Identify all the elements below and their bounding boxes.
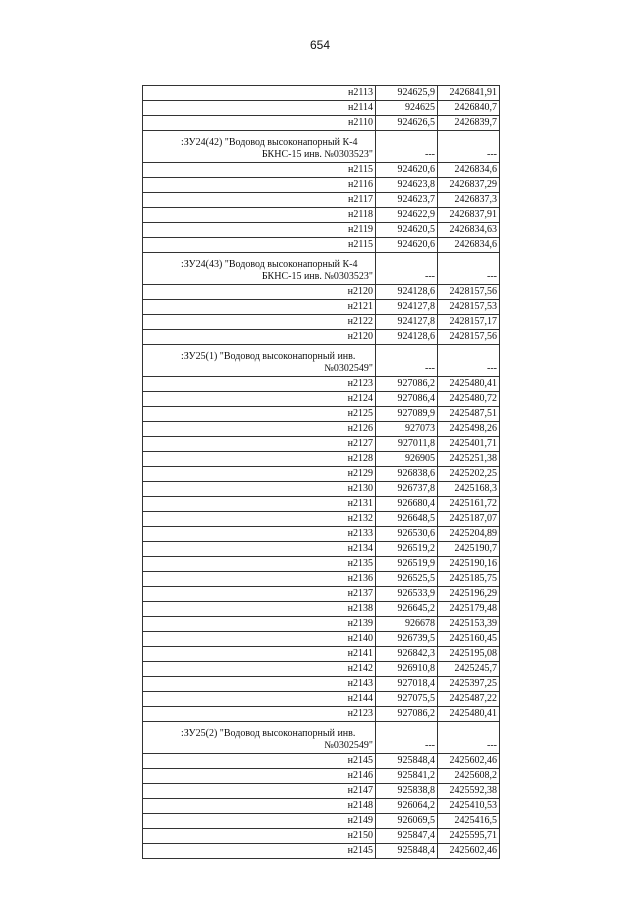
table-row (143, 163, 500, 178)
y-coordinate-cell: 2425480,41 (438, 377, 500, 392)
point-label-cell: н2129 (143, 467, 376, 482)
x-coordinate-cell: 926533,9 (376, 587, 438, 602)
y-coordinate-cell: 2425401,71 (438, 437, 500, 452)
point-label-cell: н2143 (143, 677, 376, 692)
x-coordinate-cell: 924626,5 (376, 116, 438, 131)
x-coordinate-cell: 927018,4 (376, 677, 438, 692)
table-row (143, 497, 500, 512)
y-coordinate-cell: --- (438, 131, 500, 163)
table-row (143, 193, 500, 208)
point-label-cell: н2123 (143, 707, 376, 722)
y-coordinate-cell: 2425168,3 (438, 482, 500, 497)
table-row (143, 692, 500, 707)
x-coordinate-cell: 925838,8 (376, 784, 438, 799)
x-coordinate-cell: 924620,5 (376, 223, 438, 238)
table-row (143, 315, 500, 330)
table-row (143, 467, 500, 482)
y-coordinate-cell: 2425179,48 (438, 602, 500, 617)
y-coordinate-cell: 2425195,08 (438, 647, 500, 662)
x-coordinate-cell: 924620,6 (376, 163, 438, 178)
table-row (143, 452, 500, 467)
y-coordinate-cell: 2425602,46 (438, 844, 500, 859)
point-label-cell: н2149 (143, 814, 376, 829)
y-coordinate-cell: 2426841,91 (438, 86, 500, 101)
point-label-cell: н2121 (143, 300, 376, 315)
point-label-cell: н2140 (143, 632, 376, 647)
point-label-cell: н2119 (143, 223, 376, 238)
y-coordinate-cell: 2425245,7 (438, 662, 500, 677)
x-coordinate-cell: 926680,4 (376, 497, 438, 512)
y-coordinate-cell: 2426834,6 (438, 163, 500, 178)
x-coordinate-cell: 927086,4 (376, 392, 438, 407)
point-label-cell: н2114 (143, 101, 376, 116)
point-label-cell: н2144 (143, 692, 376, 707)
point-label-cell: н2127 (143, 437, 376, 452)
table-row (143, 784, 500, 799)
y-coordinate-cell: 2425397,25 (438, 677, 500, 692)
table-row (143, 707, 500, 722)
point-label-cell: н2115 (143, 163, 376, 178)
section-title-line1: :ЗУ24(43) "Водовод высоконапорный К-4 (181, 259, 358, 270)
y-coordinate-cell: 2426837,29 (438, 178, 500, 193)
x-coordinate-cell: 926069,5 (376, 814, 438, 829)
table-row (143, 527, 500, 542)
y-coordinate-cell: 2428157,56 (438, 330, 500, 345)
x-coordinate-cell: 927089,9 (376, 407, 438, 422)
table-row (143, 587, 500, 602)
x-coordinate-cell: 926530,6 (376, 527, 438, 542)
point-label-cell: н2132 (143, 512, 376, 527)
y-coordinate-cell: 2425202,25 (438, 467, 500, 482)
table-row (143, 208, 500, 223)
table-row (143, 829, 500, 844)
x-coordinate-cell: 926910,8 (376, 662, 438, 677)
point-label-cell: н2133 (143, 527, 376, 542)
y-coordinate-cell: 2425592,38 (438, 784, 500, 799)
x-coordinate-cell: 924620,6 (376, 238, 438, 253)
table-row (143, 677, 500, 692)
y-coordinate-cell: 2425196,29 (438, 587, 500, 602)
table-row (143, 844, 500, 859)
y-coordinate-cell: 2425602,46 (438, 754, 500, 769)
point-label-cell: н2120 (143, 330, 376, 345)
section-title-line1: :ЗУ25(1) "Водовод высоконапорный инв. (181, 351, 356, 362)
section-header-row (143, 345, 500, 377)
y-coordinate-cell: 2425498,26 (438, 422, 500, 437)
table-row (143, 392, 500, 407)
y-coordinate-cell: 2426834,63 (438, 223, 500, 238)
y-coordinate-cell: 2426839,7 (438, 116, 500, 131)
point-label-cell: н2150 (143, 829, 376, 844)
section-title (143, 253, 376, 285)
section-title-line1: :ЗУ24(42) "Водовод высоконапорный К-4 (181, 137, 358, 148)
table-row (143, 223, 500, 238)
table-row (143, 86, 500, 101)
table-row (143, 814, 500, 829)
x-coordinate-cell: --- (376, 131, 438, 163)
y-coordinate-cell: 2428157,53 (438, 300, 500, 315)
point-label-cell: н2125 (143, 407, 376, 422)
y-coordinate-cell: 2428157,56 (438, 285, 500, 300)
table-row (143, 754, 500, 769)
table-row (143, 512, 500, 527)
y-coordinate-cell: 2425204,89 (438, 527, 500, 542)
table-row (143, 285, 500, 300)
point-label-cell: н2124 (143, 392, 376, 407)
table-row (143, 799, 500, 814)
x-coordinate-cell: 925848,4 (376, 844, 438, 859)
point-label-cell: н2145 (143, 844, 376, 859)
table-row (143, 482, 500, 497)
y-coordinate-cell: 2425161,72 (438, 497, 500, 512)
table-row (143, 662, 500, 677)
x-coordinate-cell: 927086,2 (376, 377, 438, 392)
section-header-row (143, 253, 500, 285)
point-label-cell: н2116 (143, 178, 376, 193)
x-coordinate-cell: 926645,2 (376, 602, 438, 617)
x-coordinate-cell: 924623,8 (376, 178, 438, 193)
y-coordinate-cell: 2425160,45 (438, 632, 500, 647)
x-coordinate-cell: 926838,6 (376, 467, 438, 482)
table-row (143, 602, 500, 617)
section-title-line1: :ЗУ25(2) "Водовод высоконапорный инв. (181, 728, 356, 739)
y-coordinate-cell: 2426840,7 (438, 101, 500, 116)
x-coordinate-cell: 924622,9 (376, 208, 438, 223)
y-coordinate-cell: --- (438, 253, 500, 285)
point-label-cell: н2113 (143, 86, 376, 101)
table-row (143, 572, 500, 587)
table-row (143, 557, 500, 572)
point-label-cell: н2122 (143, 315, 376, 330)
x-coordinate-cell: 924128,6 (376, 330, 438, 345)
y-coordinate-cell: --- (438, 345, 500, 377)
point-label-cell: н2118 (143, 208, 376, 223)
x-coordinate-cell: 926064,2 (376, 799, 438, 814)
section-title (143, 131, 376, 163)
coordinates-table (142, 85, 500, 859)
point-label-cell: н2123 (143, 377, 376, 392)
x-coordinate-cell: 927075,5 (376, 692, 438, 707)
x-coordinate-cell: 927073 (376, 422, 438, 437)
point-label-cell: н2145 (143, 754, 376, 769)
y-coordinate-cell: 2426837,91 (438, 208, 500, 223)
y-coordinate-cell: 2426837,3 (438, 193, 500, 208)
x-coordinate-cell: 924127,8 (376, 300, 438, 315)
x-coordinate-cell: 926842,3 (376, 647, 438, 662)
table-row (143, 437, 500, 452)
table-row (143, 647, 500, 662)
y-coordinate-cell: 2425595,71 (438, 829, 500, 844)
section-title-line2: №0302549" (324, 363, 373, 374)
x-coordinate-cell: 926525,5 (376, 572, 438, 587)
table-row (143, 101, 500, 116)
point-label-cell: н2148 (143, 799, 376, 814)
y-coordinate-cell: 2425487,51 (438, 407, 500, 422)
point-label-cell: н2142 (143, 662, 376, 677)
point-label-cell: н2131 (143, 497, 376, 512)
x-coordinate-cell: --- (376, 345, 438, 377)
y-coordinate-cell: 2425187,07 (438, 512, 500, 527)
table-row (143, 238, 500, 253)
x-coordinate-cell: 924625,9 (376, 86, 438, 101)
x-coordinate-cell: 926739,5 (376, 632, 438, 647)
point-label-cell: н2146 (143, 769, 376, 784)
table-row (143, 407, 500, 422)
section-header-row (143, 131, 500, 163)
point-label-cell: н2115 (143, 238, 376, 253)
x-coordinate-cell: 926519,2 (376, 542, 438, 557)
x-coordinate-cell: 926905 (376, 452, 438, 467)
point-label-cell: н2110 (143, 116, 376, 131)
y-coordinate-cell: --- (438, 722, 500, 754)
point-label-cell: н2134 (143, 542, 376, 557)
section-title-line2: БКНС-15 инв. №0303523" (261, 149, 373, 160)
y-coordinate-cell: 2425480,41 (438, 707, 500, 722)
y-coordinate-cell: 2425190,16 (438, 557, 500, 572)
table-row (143, 300, 500, 315)
x-coordinate-cell: 926737,8 (376, 482, 438, 497)
y-coordinate-cell: 2425153,39 (438, 617, 500, 632)
point-label-cell: н2138 (143, 602, 376, 617)
x-coordinate-cell: 926678 (376, 617, 438, 632)
x-coordinate-cell: 925848,4 (376, 754, 438, 769)
x-coordinate-cell: 927086,2 (376, 707, 438, 722)
point-label-cell: н2126 (143, 422, 376, 437)
point-label-cell: н2130 (143, 482, 376, 497)
table-row (143, 769, 500, 784)
section-title-line2: БКНС-15 инв. №0303523" (261, 271, 373, 282)
x-coordinate-cell: 926519,9 (376, 557, 438, 572)
point-label-cell: н2137 (143, 587, 376, 602)
y-coordinate-cell: 2425185,75 (438, 572, 500, 587)
y-coordinate-cell: 2425410,53 (438, 799, 500, 814)
x-coordinate-cell: 924128,6 (376, 285, 438, 300)
section-title (143, 345, 376, 377)
x-coordinate-cell: 924623,7 (376, 193, 438, 208)
point-label-cell: н2141 (143, 647, 376, 662)
x-coordinate-cell: --- (376, 722, 438, 754)
x-coordinate-cell: 926648,5 (376, 512, 438, 527)
section-title-line2: №0302549" (324, 740, 373, 751)
table-row (143, 330, 500, 345)
page-number: 654 (309, 38, 331, 52)
x-coordinate-cell: 925841,2 (376, 769, 438, 784)
point-label-cell: н2139 (143, 617, 376, 632)
point-label-cell: н2135 (143, 557, 376, 572)
x-coordinate-cell: 924127,8 (376, 315, 438, 330)
y-coordinate-cell: 2428157,17 (438, 315, 500, 330)
y-coordinate-cell: 2425251,38 (438, 452, 500, 467)
x-coordinate-cell: 927011,8 (376, 437, 438, 452)
table-row (143, 377, 500, 392)
table-row (143, 632, 500, 647)
table-row (143, 178, 500, 193)
table-row (143, 116, 500, 131)
point-label-cell: н2117 (143, 193, 376, 208)
y-coordinate-cell: 2425416,5 (438, 814, 500, 829)
coordinates-table-body (143, 86, 500, 859)
table-row (143, 422, 500, 437)
y-coordinate-cell: 2425608,2 (438, 769, 500, 784)
point-label-cell: н2147 (143, 784, 376, 799)
section-header-row (143, 722, 500, 754)
point-label-cell: н2128 (143, 452, 376, 467)
y-coordinate-cell: 2426834,6 (438, 238, 500, 253)
y-coordinate-cell: 2425190,7 (438, 542, 500, 557)
section-title (143, 722, 376, 754)
table-row (143, 617, 500, 632)
x-coordinate-cell: 924625 (376, 101, 438, 116)
point-label-cell: н2120 (143, 285, 376, 300)
table-row (143, 542, 500, 557)
x-coordinate-cell: --- (376, 253, 438, 285)
y-coordinate-cell: 2425480,72 (438, 392, 500, 407)
y-coordinate-cell: 2425487,22 (438, 692, 500, 707)
point-label-cell: н2136 (143, 572, 376, 587)
x-coordinate-cell: 925847,4 (376, 829, 438, 844)
